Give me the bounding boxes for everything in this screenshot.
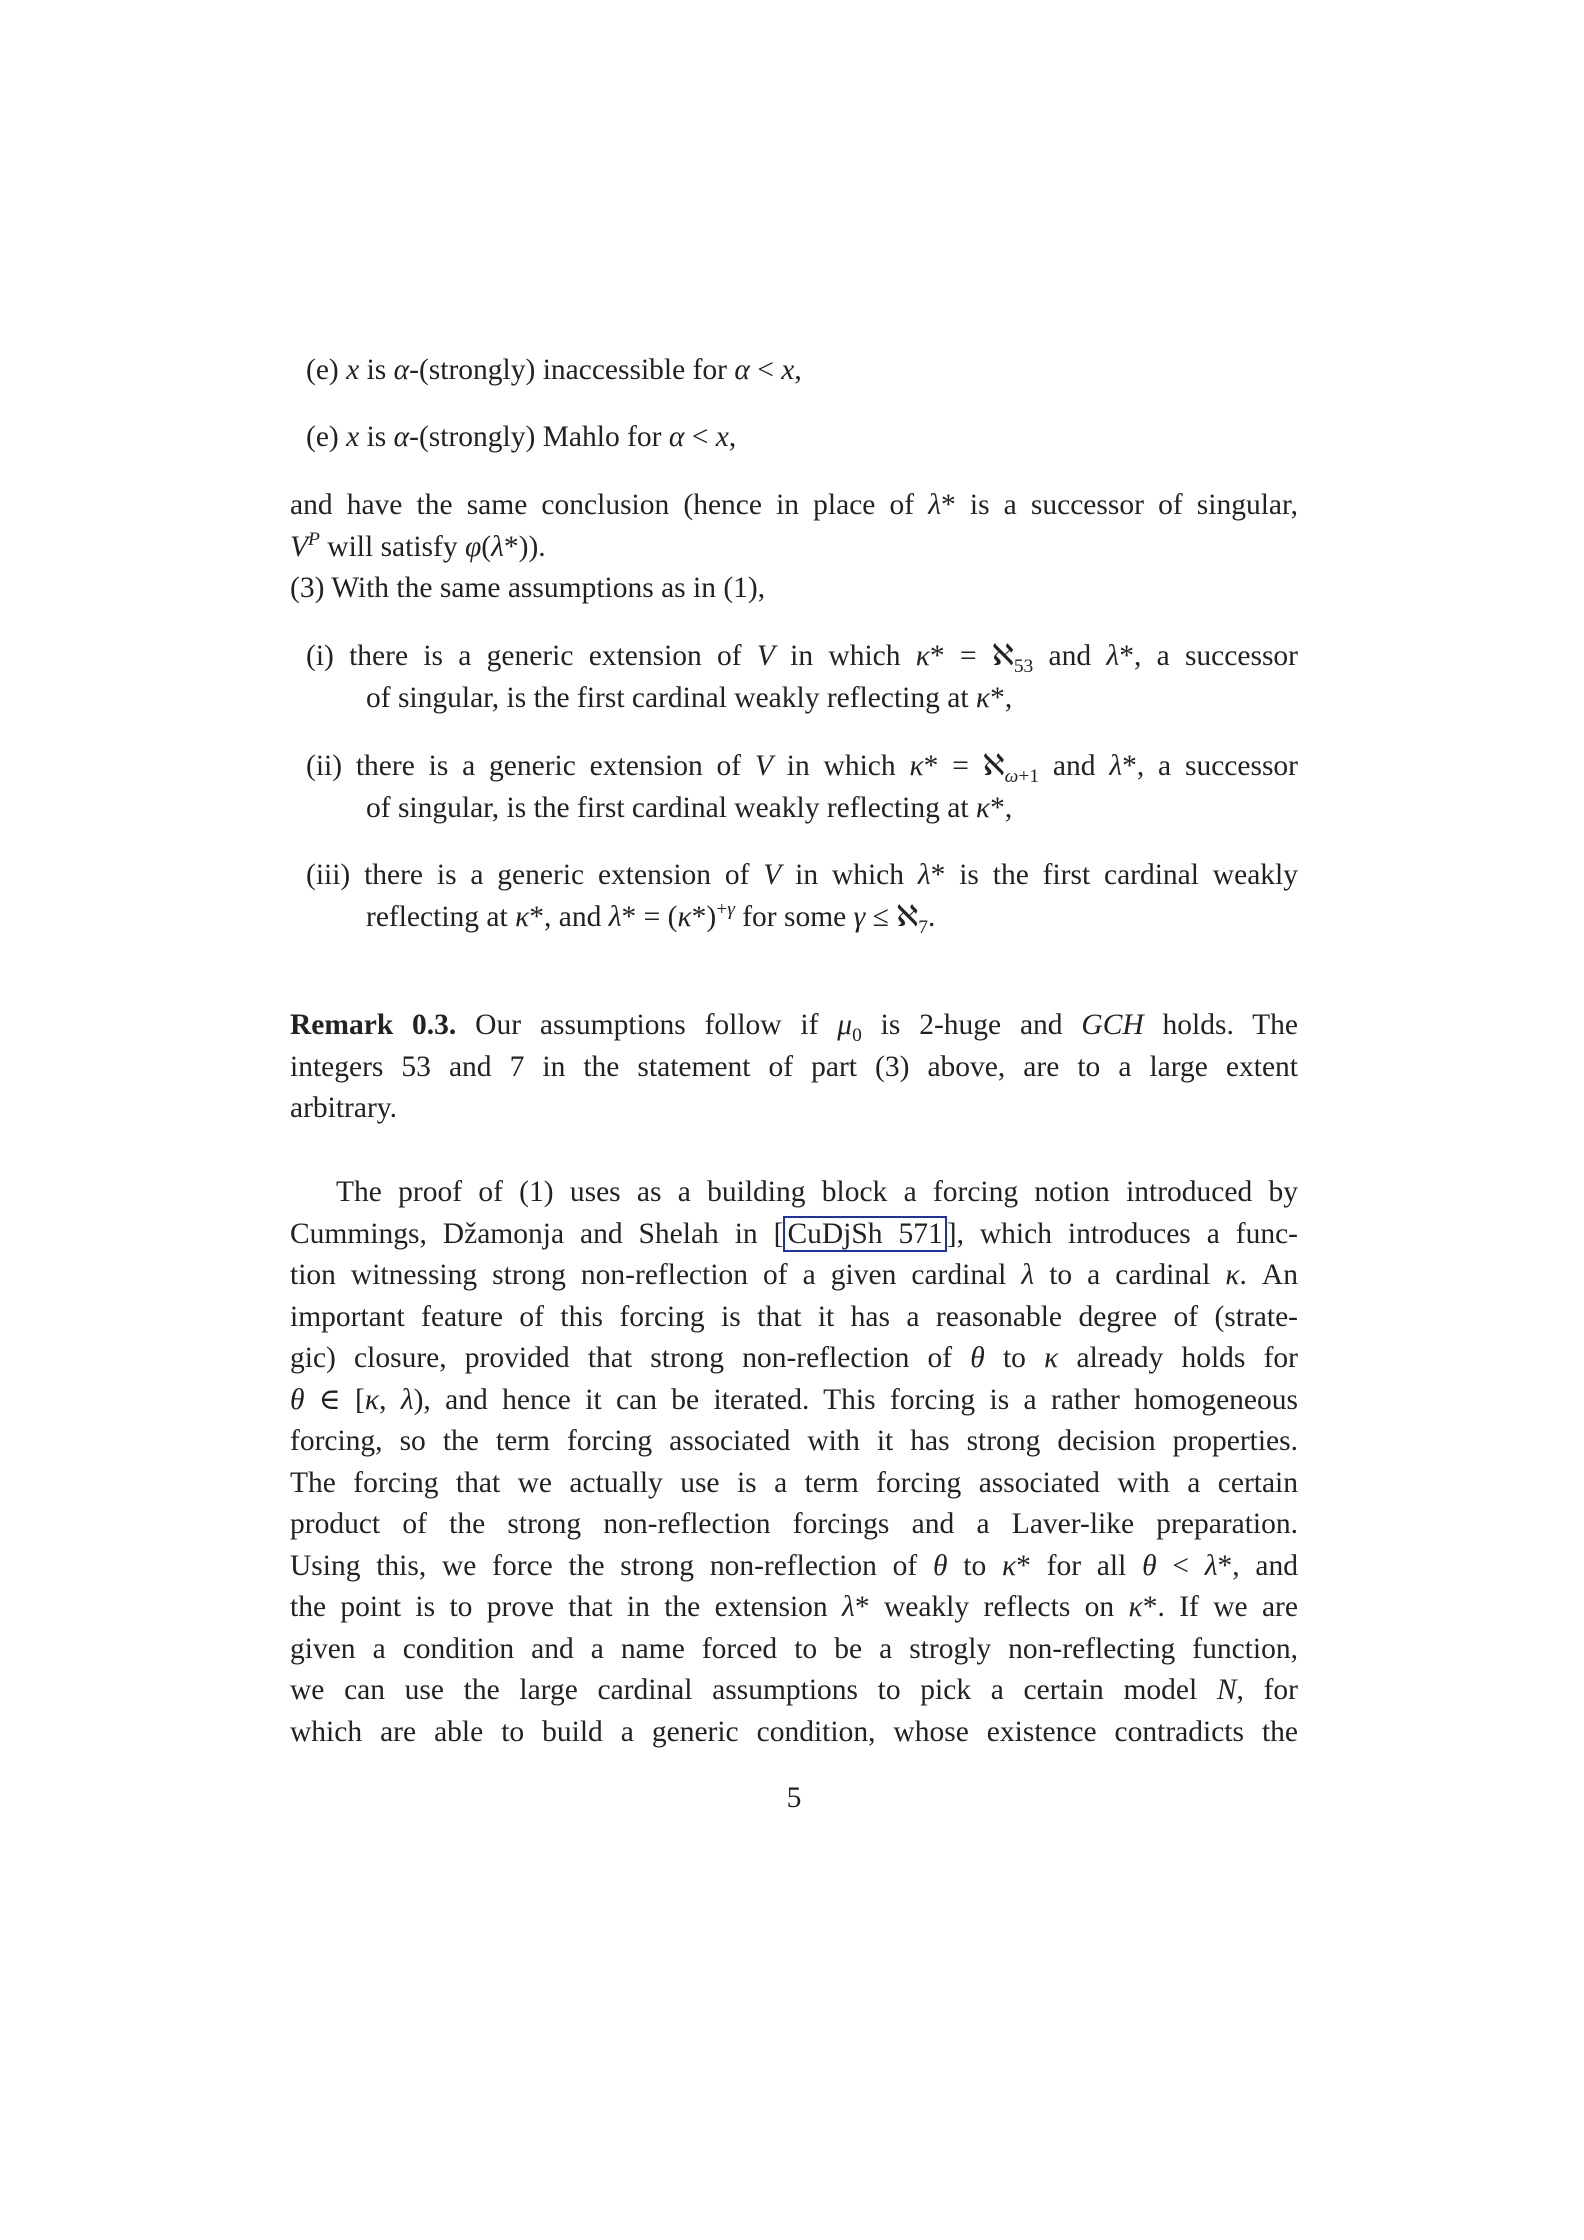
conclusion-paragraph [290,485,1298,610]
list-item-iii: (iii) there is a generic extension of V in which λ* is the first cardinal weakly reflecting at κ*, and $\lambda* = (\kappa*)^{+\gamma}$ for some γ ≤ ℵ$_7$. [306,859,1298,938]
text-line: and have the same conclusion (hence in place of λ* is a successor of singular, [290,489,1298,521]
list-item-i: (i) there is a generic extension of V in which κ* = ℵ$_{53}$ and λ*, a successor of singular, is the first cardinal weakly reflecting at κ*, [306,640,1298,714]
proof-paragraph: The proof of (1) uses as a building block a forcing notion introduced by Cummings, Džamonja and Shelah in [ CuDjSh 571 ], which introduces a func- tion witnessing strong non-reflection of a given cardinal λ to a cardinal κ. An important feature of this forcing is that it has a reasonable degree of (strate- gic) closure, provided that strong non-reflection of θ to κ already holds for θ ∈ [κ, λ), and hence it can be iterated. This forcing is a rather homogeneous forcing, so the term forcing associated with it has strong decision properties. The forcing that we actually use is a term forcing associated with a certain product of the strong non-reflection forcings and a Laver-like preparation. Using this, we force the strong non-reflection of θ to κ* for all θ < λ*, and the point is to prove that in the extension λ* weakly reflects on κ*. If we are given a condition and a name forced to be a strogly non-reflecting function, we can use the large cardinal assumptions to pick a certain model N, for which are able to build a generic condition, whose existence contradicts the [290,1176,1299,1748]
citation-link[interactable]: CuDjSh 571 [783,1216,946,1252]
page-number: 5 [786,1782,802,1814]
list-item-e-mahlo: (e) x is α-(strongly) Mahlo for α < x, [306,421,737,453]
text-line: $V^P$ will satisfy φ(λ*)). [290,528,546,563]
list-item-ii: (ii) there is a generic extension of V in which κ* = ℵ$_{\omega+1}$ and λ*, a successor of singular, is the first cardinal weakly reflecting at κ*, [306,750,1299,824]
list-item-e-inaccessible: (e) x is α-(strongly) inaccessible for α < x, [306,354,802,386]
text-line: (3) With the same assumptions as in (1), [290,572,766,604]
item-label: (e) [306,421,339,453]
item-label: (e) [306,354,339,386]
remark-title: Remark 0.3. [290,1009,457,1041]
remark-paragraph: Remark 0.3. Our assumptions follow if $\mu_0$ is 2-huge and GCH holds. The integers 53 and 7 in the statement of part (3) above, are to a large extent arbitrary. [290,1009,1298,1124]
